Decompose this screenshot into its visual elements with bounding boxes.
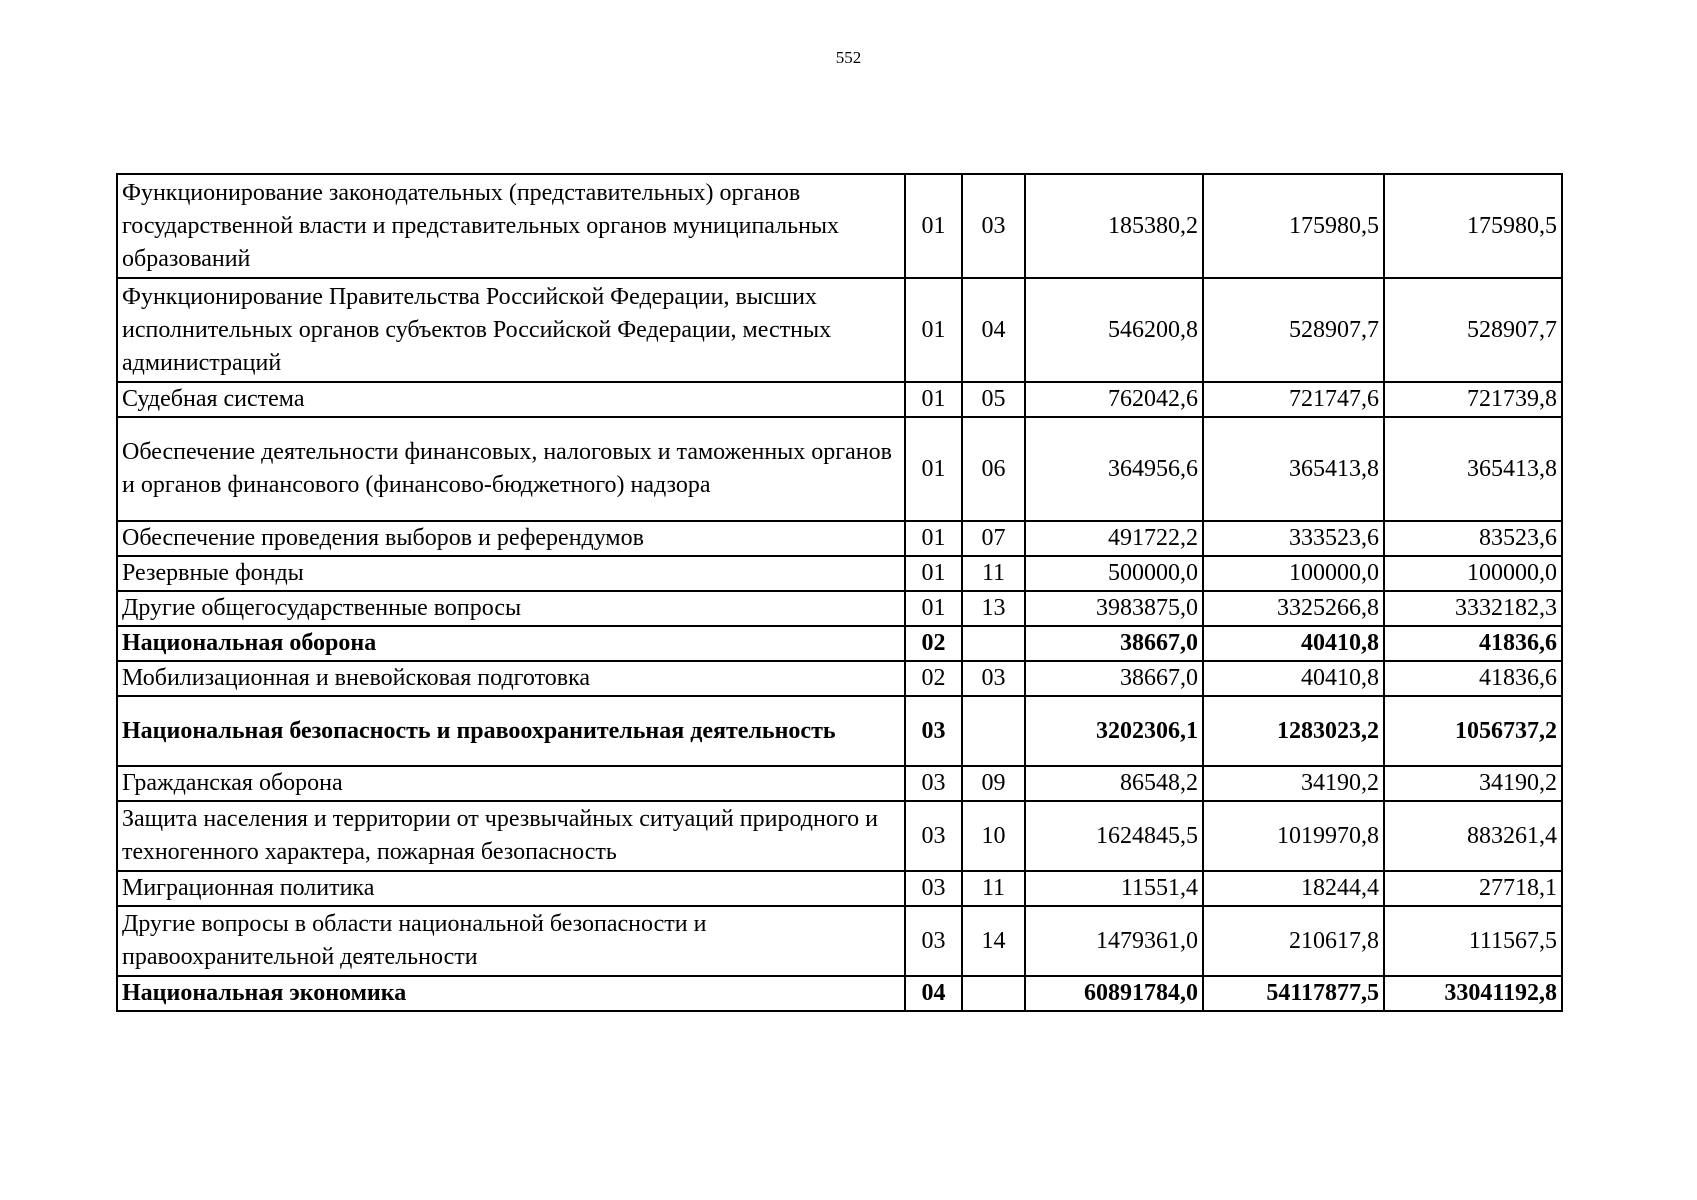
- row-value-2: 40410,8: [1203, 661, 1384, 696]
- row-name: Национальная безопасность и правоохранительная деятельность: [117, 696, 905, 766]
- table-row: [117, 556, 1562, 591]
- row-value-1: 762042,6: [1025, 382, 1203, 417]
- row-value-2: 18244,4: [1203, 871, 1384, 906]
- row-subsection-code: 11: [962, 871, 1025, 906]
- row-value-1: 364956,6: [1025, 417, 1203, 521]
- row-name: Обеспечение проведения выборов и референдумов: [117, 521, 905, 556]
- row-value-3: 365413,8: [1384, 417, 1562, 521]
- row-value-3: 41836,6: [1384, 626, 1562, 661]
- row-subsection-code: 05: [962, 382, 1025, 417]
- row-value-2: 528907,7: [1203, 278, 1384, 382]
- row-section-code: 01: [905, 278, 962, 382]
- row-section-code: 02: [905, 661, 962, 696]
- row-section-code: 01: [905, 417, 962, 521]
- row-value-1: 1624845,5: [1025, 801, 1203, 871]
- row-name: Судебная система: [117, 382, 905, 417]
- table-row-section-total: [117, 626, 1562, 661]
- row-name: Другие общегосударственные вопросы: [117, 591, 905, 626]
- row-name: Функционирование законодательных (представительных) органов государственной власти и представительных органов муниципальных образований: [117, 174, 905, 278]
- table-row-section-total: [117, 696, 1562, 766]
- row-name: Резервные фонды: [117, 556, 905, 591]
- row-subsection-code: 14: [962, 906, 1025, 976]
- row-subsection-code: 06: [962, 417, 1025, 521]
- table-row-section-total: [117, 976, 1562, 1011]
- row-value-2: 721747,6: [1203, 382, 1384, 417]
- row-value-3: 111567,5: [1384, 906, 1562, 976]
- row-subsection-code: 03: [962, 661, 1025, 696]
- row-name: Другие вопросы в области национальной безопасности и правоохранительной деятельности: [117, 906, 905, 976]
- table-row: [117, 801, 1562, 871]
- row-value-2: 100000,0: [1203, 556, 1384, 591]
- row-value-1: 3202306,1: [1025, 696, 1203, 766]
- row-section-code: 01: [905, 382, 962, 417]
- table-row: [117, 174, 1562, 278]
- row-subsection-code: 11: [962, 556, 1025, 591]
- row-section-code: 03: [905, 696, 962, 766]
- table-row: [117, 417, 1562, 521]
- row-value-3: 33041192,8: [1384, 976, 1562, 1011]
- row-value-3: 27718,1: [1384, 871, 1562, 906]
- row-value-2: 1019970,8: [1203, 801, 1384, 871]
- row-section-code: 01: [905, 591, 962, 626]
- row-section-code: 04: [905, 976, 962, 1011]
- row-value-1: 3983875,0: [1025, 591, 1203, 626]
- row-section-code: 01: [905, 174, 962, 278]
- row-subsection-code: 09: [962, 766, 1025, 801]
- row-value-3: 721739,8: [1384, 382, 1562, 417]
- row-value-1: 38667,0: [1025, 661, 1203, 696]
- table-row: [117, 278, 1562, 382]
- table-row: [117, 591, 1562, 626]
- row-section-code: 03: [905, 766, 962, 801]
- table-row: [117, 382, 1562, 417]
- budget-table: [116, 173, 1563, 1012]
- row-value-2: 34190,2: [1203, 766, 1384, 801]
- row-subsection-code: 13: [962, 591, 1025, 626]
- row-subsection-code: 03: [962, 174, 1025, 278]
- row-value-1: 38667,0: [1025, 626, 1203, 661]
- row-value-3: 3332182,3: [1384, 591, 1562, 626]
- row-subsection-code: [962, 626, 1025, 661]
- row-name: Миграционная политика: [117, 871, 905, 906]
- row-value-2: 175980,5: [1203, 174, 1384, 278]
- table-row: [117, 661, 1562, 696]
- row-value-2: 365413,8: [1203, 417, 1384, 521]
- row-name: Мобилизационная и вневойсковая подготовка: [117, 661, 905, 696]
- row-value-2: 333523,6: [1203, 521, 1384, 556]
- row-value-2: 3325266,8: [1203, 591, 1384, 626]
- row-subsection-code: 04: [962, 278, 1025, 382]
- row-value-1: 491722,2: [1025, 521, 1203, 556]
- row-name: Функционирование Правительства Российской Федерации, высших исполнительных органов субъектов Российской Федерации, местных администраций: [117, 278, 905, 382]
- row-value-2: 210617,8: [1203, 906, 1384, 976]
- row-subsection-code: [962, 976, 1025, 1011]
- row-subsection-code: 07: [962, 521, 1025, 556]
- row-name: Обеспечение деятельности финансовых, налоговых и таможенных органов и органов финансового (финансово-бюджетного) надзора: [117, 417, 905, 521]
- row-subsection-code: [962, 696, 1025, 766]
- row-value-3: 175980,5: [1384, 174, 1562, 278]
- row-value-3: 883261,4: [1384, 801, 1562, 871]
- row-value-3: 83523,6: [1384, 521, 1562, 556]
- row-section-code: 03: [905, 906, 962, 976]
- row-value-3: 528907,7: [1384, 278, 1562, 382]
- row-value-1: 546200,8: [1025, 278, 1203, 382]
- row-value-2: 40410,8: [1203, 626, 1384, 661]
- row-value-3: 41836,6: [1384, 661, 1562, 696]
- row-section-code: 03: [905, 871, 962, 906]
- row-section-code: 01: [905, 521, 962, 556]
- row-value-1: 11551,4: [1025, 871, 1203, 906]
- row-name: Национальная оборона: [117, 626, 905, 661]
- page-number: 552: [835, 48, 862, 67]
- row-name: Национальная экономика: [117, 976, 905, 1011]
- table-row: [117, 521, 1562, 556]
- row-name: Гражданская оборона: [117, 766, 905, 801]
- row-value-3: 34190,2: [1384, 766, 1562, 801]
- table-row: [117, 871, 1562, 906]
- row-value-3: 1056737,2: [1384, 696, 1562, 766]
- table-row: [117, 906, 1562, 976]
- row-value-3: 100000,0: [1384, 556, 1562, 591]
- row-name: Защита населения и территории от чрезвычайных ситуаций природного и техногенного характера, пожарная безопасность: [117, 801, 905, 871]
- row-subsection-code: 10: [962, 801, 1025, 871]
- row-value-1: 500000,0: [1025, 556, 1203, 591]
- table-row: [117, 766, 1562, 801]
- row-value-1: 60891784,0: [1025, 976, 1203, 1011]
- row-value-1: 185380,2: [1025, 174, 1203, 278]
- row-section-code: 03: [905, 801, 962, 871]
- row-value-2: 1283023,2: [1203, 696, 1384, 766]
- row-value-1: 1479361,0: [1025, 906, 1203, 976]
- row-section-code: 02: [905, 626, 962, 661]
- row-value-1: 86548,2: [1025, 766, 1203, 801]
- row-section-code: 01: [905, 556, 962, 591]
- row-value-2: 54117877,5: [1203, 976, 1384, 1011]
